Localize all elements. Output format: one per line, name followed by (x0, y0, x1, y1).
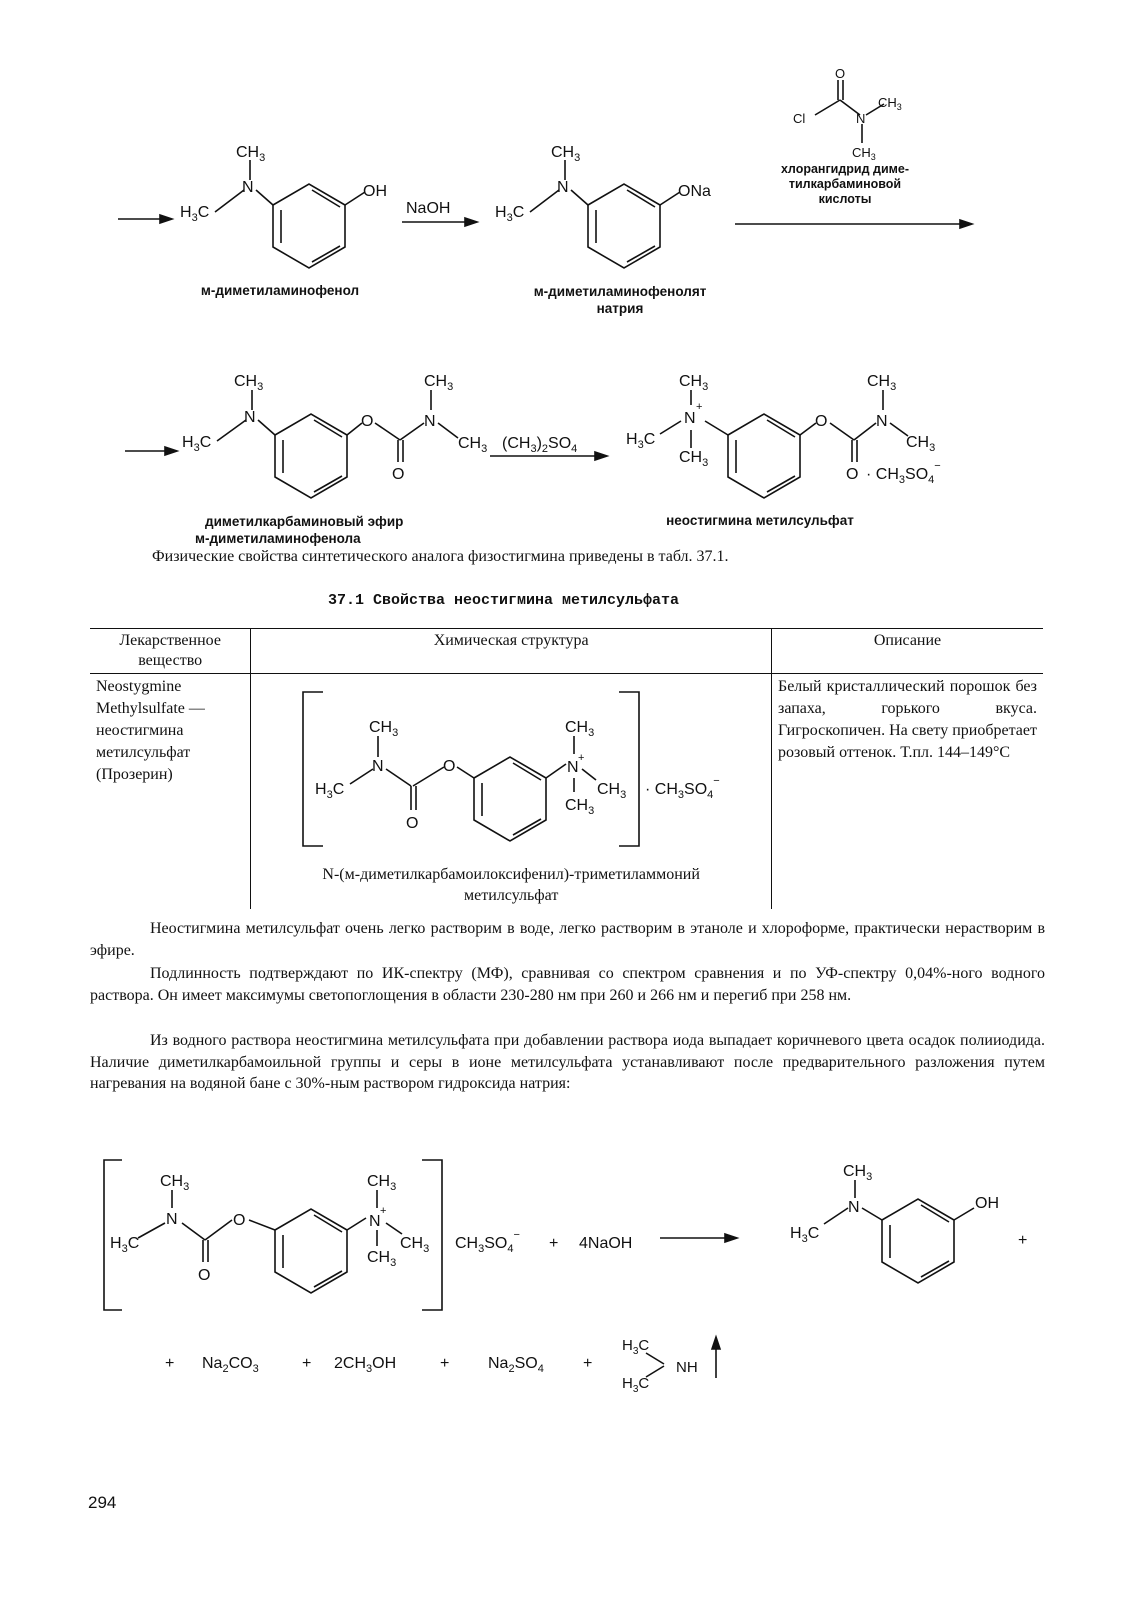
compound3-name-line2: м-диметиламинофенола (195, 531, 361, 546)
svg-text:CH3: $CH_3$ (679, 373, 709, 393)
decomposition-scheme (0, 1150, 1132, 1430)
structure-name-line1: N-(м-диметилкарбамоилоксифенил)-триметиламмоний (322, 866, 700, 883)
paragraph (90, 1030, 1045, 1095)
header-description: Описание (772, 629, 1044, 674)
naoh-4-reagent: 4NaOH (579, 1235, 633, 1252)
svg-text:H3C: $H_3C$ (622, 1337, 650, 1357)
svg-text:CH3: $CH_3$ (400, 1235, 430, 1255)
reagent-caption-line: кислоты (818, 192, 872, 206)
paragraph-text: Неостигмина метилсульфат очень легко растворим в воде, легко растворим в этаноле и хлороформе, практически нерастворим в эфире. (90, 920, 1045, 959)
prozerin-structure (251, 674, 761, 864)
svg-text:H3C: $H_3C$ (626, 431, 656, 451)
cell-substance: Neostygmine Methylsulfate — неостигмина метилсульфат (Прозерин) (90, 674, 251, 910)
svg-text:H3C: $H_3C$ (180, 204, 210, 224)
reagent-caption (760, 162, 930, 207)
svg-text:N: N (848, 1199, 860, 1216)
svg-text:H3C: $H_3C$ (495, 204, 525, 224)
paragraph-text: Из водного раствора неостигмина метилсульфата при добавлении раствора иода выпадает коричневого цвета осадок полииодида. Наличие диметилкарбамоильной группы и серы в ионе метилсульфата устанавливают после предварительного разложения путем нагревания на водяной бане с 30%-ным раствором гидроксида натрия: (90, 1032, 1045, 1092)
cell-description: Белый кристаллический порошок без запаха, горького вкуса. Гигроскопичен. На свету приобретает розовый оттенок. Т.пл. 144–149°C (778, 678, 1037, 761)
structure-name (251, 864, 771, 906)
svg-text:· CH3SO4−: · $CH_3SO_4^-$ (645, 775, 721, 801)
synthesis-scheme (0, 0, 1132, 560)
table-header-row (90, 629, 1043, 674)
svg-text:CH3: $CH_3$ (906, 434, 936, 454)
svg-text:N: N (369, 1213, 381, 1230)
paragraph-text: Подлинность подтверждают по ИК-спектру (МФ), сравнивая со спектром сравнения и по УФ-спектру 0,04%-ного водного раствора. Он имеет максимумы светопоглощения в области 230-280 нм при 260 и 266 нм и перегиб при 258 нм. (90, 965, 1045, 1004)
svg-text:CH3: $CH_3$ (367, 1173, 397, 1193)
svg-text:CH3: $CH_3$ (160, 1173, 190, 1193)
svg-text:H3C: $H_3C$ (790, 1225, 820, 1245)
svg-text:OH: OH (975, 1195, 999, 1212)
svg-text:O: O (815, 413, 828, 430)
svg-text:H3C: $H_3C$ (622, 1375, 650, 1395)
svg-text:+: + (440, 1355, 450, 1372)
ch3-label: $CH_3$ (236, 144, 266, 164)
svg-text:Cl: Cl (793, 111, 806, 126)
svg-text:CH3SO4−: $CH_3SO_4^-$ (455, 1229, 520, 1255)
svg-text:O: O (198, 1267, 211, 1284)
paragraph (90, 918, 1045, 961)
structure-name-line2: метилсульфат (464, 887, 559, 904)
compound1-name: м-диметиламинофенол (200, 283, 360, 298)
svg-text:+: + (165, 1355, 175, 1372)
table-row (90, 674, 1043, 910)
naoh-reagent: NaOH (406, 200, 451, 217)
svg-text:O: O (443, 758, 456, 775)
svg-text:+: + (380, 1205, 387, 1217)
svg-text:N: N (424, 413, 436, 430)
svg-text:N: N (166, 1211, 178, 1228)
compound2-name (505, 283, 735, 317)
svg-text:N: N (244, 409, 256, 426)
svg-text:NH: NH (676, 1359, 698, 1376)
svg-text:CH3: $CH_3$ (565, 797, 595, 817)
svg-text:CH3: $CH_3$ (867, 373, 897, 393)
svg-text:H3C: $H_3C$ (182, 434, 212, 454)
svg-text:O: O (835, 66, 846, 81)
svg-text:CH3: $CH_3$ (458, 435, 488, 455)
svg-text:O: O (392, 466, 405, 483)
svg-text:N: N (856, 111, 866, 126)
svg-text:+: + (549, 1235, 559, 1252)
compound2-name-line1: м-диметиламинофенолят (533, 284, 707, 299)
svg-text:N: N (372, 758, 384, 775)
page-number: 294 (88, 1493, 117, 1512)
properties-table (90, 628, 1043, 909)
svg-text:N: N (684, 410, 696, 427)
svg-text:CH3: $CH_3$ (234, 373, 264, 393)
reagent-caption-line: тилкарбаминовой (788, 177, 902, 191)
compound3-name-line1: диметилкарбаминовый эфир (205, 514, 404, 529)
header-substance: Лекарственное вещество (90, 629, 251, 674)
product-na2so4: $Na_2SO_4$ (488, 1355, 544, 1375)
table-title: 37.1 Свойства неостигмина метилсульфата (328, 592, 680, 609)
reagent-caption-line: хлорангидрид диме- (780, 162, 910, 176)
svg-text:H3C: $H_3C$ (315, 781, 345, 801)
svg-text:O: O (406, 815, 419, 832)
intro-text: Физические свойства синтетического аналога физостигмина приведены в табл. 37.1. (152, 548, 729, 565)
product-methanol: $2CH_3OH$ (334, 1355, 397, 1375)
svg-text:CH3: $CH_3$ (551, 144, 581, 164)
compound2-name-line2: натрия (596, 301, 644, 316)
svg-text:O: O (233, 1212, 246, 1229)
product-na2co3: $Na_2CO_3$ (202, 1355, 259, 1375)
svg-text:H3C: $H_3C$ (110, 1235, 140, 1255)
svg-text:CH3: $CH_3$ (367, 1249, 397, 1269)
svg-text:N: N (567, 759, 579, 776)
svg-text:O: O (361, 413, 374, 430)
cell-structure (251, 674, 772, 910)
svg-text:+: + (302, 1355, 312, 1372)
compound3-name (195, 513, 435, 547)
methylation-reagent: $(CH_3)_2SO_4$ (502, 435, 578, 455)
svg-text:CH3: $CH_3$ (424, 373, 454, 393)
svg-text:CH3: $CH_3$ (597, 781, 627, 801)
svg-text:N: N (557, 179, 569, 196)
svg-text:N: N (876, 413, 888, 430)
svg-text:+: + (1018, 1232, 1028, 1249)
svg-text:CH3: $CH_3$ (679, 449, 709, 469)
svg-text:CH3: $CH_3$ (843, 1163, 873, 1183)
svg-text:O: O (846, 466, 859, 483)
svg-text:CH3: $CH_3$ (565, 719, 595, 739)
svg-text:+: + (583, 1355, 593, 1372)
svg-text:+: + (696, 401, 703, 413)
svg-text:OH: OH (363, 183, 387, 200)
svg-text:· CH3SO4−: · $CH_3SO_4^-$ (866, 460, 941, 486)
svg-text:CH3: $CH_3$ (852, 145, 876, 162)
svg-text:CH3: $CH_3$ (878, 95, 902, 112)
compound4-name: неостигмина метилсульфат (666, 513, 854, 528)
svg-text:+: + (578, 752, 585, 764)
header-structure: Химическая структура (251, 629, 772, 674)
svg-text:ONa: ONa (678, 183, 711, 200)
svg-text:CH3: $CH_3$ (369, 719, 399, 739)
paragraph (90, 963, 1045, 1006)
svg-text:N: N (242, 179, 254, 196)
